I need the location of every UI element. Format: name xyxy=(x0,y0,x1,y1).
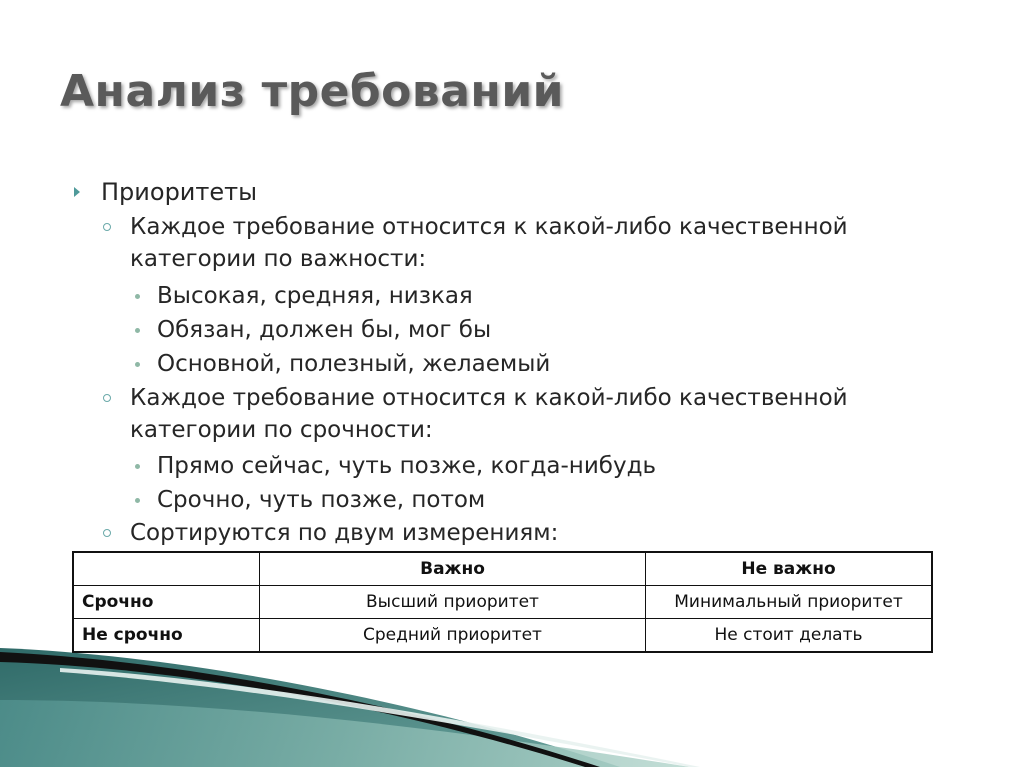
table-corner-cell xyxy=(73,552,260,586)
dot-bullet-icon xyxy=(135,328,140,333)
table-cell: Высший приоритет xyxy=(260,586,646,619)
header-not-important: Не важно xyxy=(646,552,933,586)
bullet-sorted-two-dimensions: Сортируются по двум измерениям: xyxy=(130,520,559,546)
table-row xyxy=(73,619,932,653)
table-row xyxy=(73,586,932,619)
table-cell: Средний приоритет xyxy=(260,619,646,653)
bullet-now-later-someday: Прямо сейчас, чуть позже, когда-нибудь xyxy=(157,453,657,479)
priority-matrix-table xyxy=(72,551,933,653)
table-cell: Минимальный приоритет xyxy=(646,586,933,619)
circle-bullet-icon xyxy=(103,529,111,537)
bullet-priorities: Приоритеты xyxy=(101,178,258,206)
dot-bullet-icon xyxy=(135,464,140,469)
header-important: Важно xyxy=(260,552,646,586)
table-header-row xyxy=(73,552,932,586)
bullet-basic-useful-desired: Основной, полезный, желаемый xyxy=(157,351,551,377)
circle-bullet-icon xyxy=(103,223,111,231)
bullet-high-medium-low: Высокая, средняя, низкая xyxy=(157,283,473,309)
row-header-not-urgent: Не срочно xyxy=(73,619,260,653)
table-cell: Не стоит делать xyxy=(646,619,933,653)
triangle-bullet-icon xyxy=(74,187,80,197)
bullet-importance-line1: Каждое требование относится к какой-либо качественной xyxy=(130,214,848,240)
bullet-urgency-line2: категории по срочности: xyxy=(130,417,433,443)
circle-bullet-icon xyxy=(103,394,111,402)
dot-bullet-icon xyxy=(135,498,140,503)
slide-title: Анализ требований xyxy=(60,66,564,117)
dot-bullet-icon xyxy=(135,294,140,299)
bullet-must-should-could: Обязан, должен бы, мог бы xyxy=(157,317,492,343)
dot-bullet-icon xyxy=(135,362,140,367)
row-header-urgent: Срочно xyxy=(73,586,260,619)
bullet-importance-line2: категории по важности: xyxy=(130,246,427,272)
bullet-urgency-line1: Каждое требование относится к какой-либо качественной xyxy=(130,385,848,411)
bullet-urgent-later-after: Срочно, чуть позже, потом xyxy=(157,487,486,513)
